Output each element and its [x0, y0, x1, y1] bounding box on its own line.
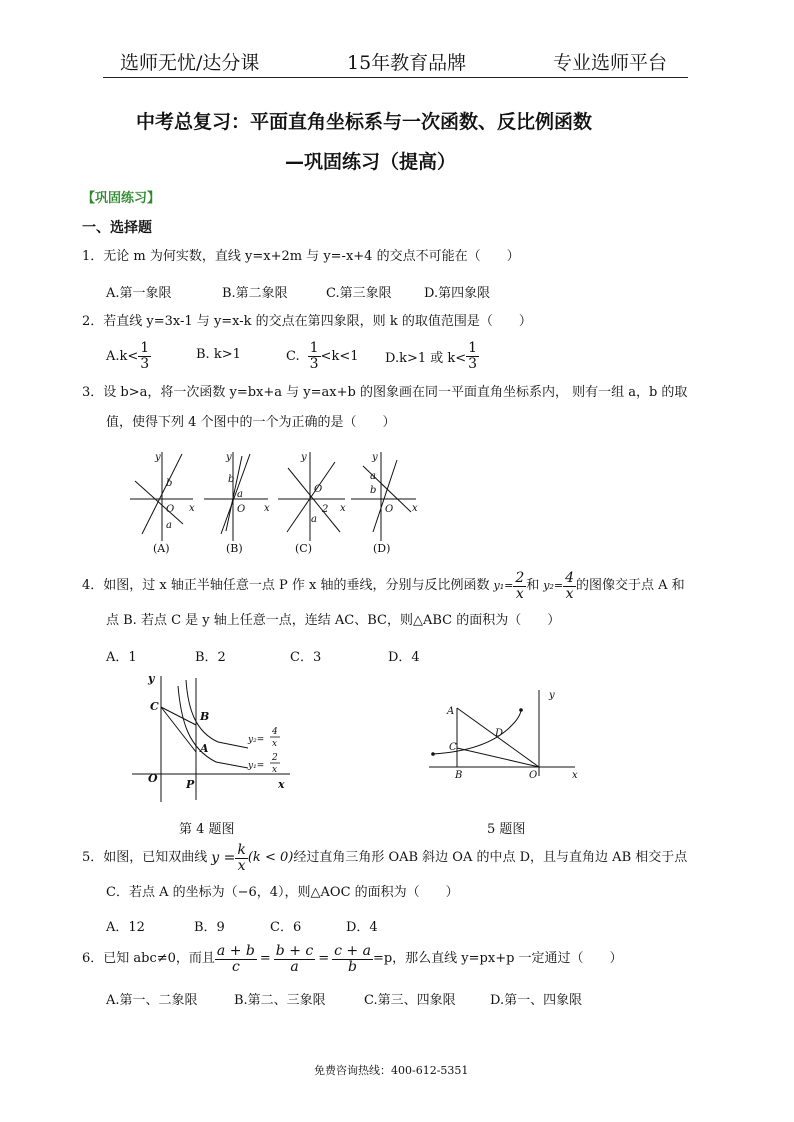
- q2-option-b: B. k>1: [196, 347, 241, 362]
- q4-fraction-2: [563, 571, 576, 602]
- q2-option-c-suffix: <k<1: [320, 348, 359, 364]
- header-right: 专业选师平台: [553, 52, 668, 74]
- axis-label-x: x: [264, 503, 270, 514]
- q2-option-d-prefix: D.k>1 或 k<: [385, 350, 467, 366]
- q6-option-a: A.第一、二象限: [106, 993, 198, 1008]
- q1-option-c: C.第三象限: [326, 286, 392, 301]
- fraction-denominator: a: [290, 958, 299, 975]
- q2-option-c-prefix: C.: [286, 348, 300, 364]
- q6-text-post: =p，那么直线 y=px+p 一定通过（ ）: [372, 951, 623, 966]
- q3-graphs: [125, 446, 425, 558]
- figure-5: [425, 684, 595, 784]
- label-origin: O: [314, 484, 323, 495]
- question-3-line2: 值，使得下列 4 个图中的一个为正确的是（ ）: [106, 415, 396, 430]
- fraction-numerator: a + b: [216, 942, 255, 959]
- label-two: 2: [322, 504, 329, 515]
- q4-option-a: A．1: [106, 650, 137, 665]
- label-a: a: [311, 514, 317, 525]
- q4-text-pre: 4．如图，过 x 轴正半轴任意一点 P 作 x 轴的垂线，分别与反比例函数: [82, 578, 490, 593]
- q5-option-a: A．12: [106, 920, 145, 935]
- equals-sign: =: [259, 951, 271, 966]
- label-y2-num: 4: [272, 727, 278, 737]
- q2-fraction-d: [466, 341, 479, 372]
- section-tag: 【巩固练习】: [82, 191, 161, 206]
- segment-ca: [161, 707, 196, 752]
- q6-option-b: B.第二、三象限: [234, 993, 326, 1008]
- header-left: 选师无忧/达分课: [120, 52, 260, 74]
- fraction-denominator: x: [237, 857, 246, 874]
- label-a: a: [166, 520, 172, 531]
- graph-line: [221, 454, 250, 534]
- q1-option-a: A.第一象限: [106, 286, 172, 301]
- graph-line: [135, 481, 183, 524]
- axis-label-y: y: [549, 690, 555, 701]
- q6-fraction-2: [274, 944, 315, 975]
- graph-label-c: (C): [295, 542, 312, 555]
- label-origin: O: [237, 504, 246, 515]
- curve-y2: [186, 680, 248, 748]
- q5-option-c: C．6: [270, 920, 302, 935]
- q2-fraction-c: [308, 341, 321, 372]
- fraction-numerator: b + c: [275, 942, 314, 959]
- q6-option-d: D.第一、四象限: [490, 993, 583, 1008]
- q4-y1: y₁=: [493, 579, 514, 592]
- axis-label-x: x: [340, 503, 346, 514]
- q2-fraction-a: [138, 341, 151, 372]
- label-origin: O: [385, 504, 394, 515]
- graph-label-a: (A): [153, 542, 170, 555]
- label-y2: y₂=: [248, 735, 265, 745]
- header-center: 15年教育品牌: [347, 52, 467, 74]
- axis-label-x: x: [572, 770, 578, 781]
- point-d: D: [495, 728, 504, 739]
- question-4-line2: 点 B. 若点 C 是 y 轴上任意一点，连结 AC、BC，则△ABC 的面积为（ ）: [106, 613, 561, 628]
- fraction-denominator: 3: [468, 355, 478, 372]
- q2-option-a-prefix: A.k<: [106, 348, 139, 364]
- axis-label-y: y: [155, 452, 161, 463]
- point-a: A: [447, 706, 455, 717]
- graph-line: [373, 460, 397, 532]
- fraction-denominator: 3: [140, 355, 150, 372]
- q2-option-c: [286, 338, 358, 374]
- q4-option-d: D．4: [388, 650, 420, 665]
- label-y1-num: 2: [272, 753, 278, 763]
- q2-option-a: [106, 338, 151, 374]
- point-a: A: [200, 742, 209, 755]
- label-b: b: [166, 478, 173, 489]
- point-c: C: [150, 700, 159, 713]
- q3-graph-a: [130, 452, 193, 541]
- q4-option-c: C．3: [290, 650, 322, 665]
- axis-label-y: y: [301, 452, 307, 463]
- fraction-numerator: k: [237, 841, 246, 858]
- q6-fraction-3: [332, 944, 373, 975]
- point-b: B: [455, 770, 463, 781]
- question-5-line1: [82, 839, 687, 877]
- fraction-denominator: x: [515, 585, 524, 602]
- graph-label-b: (B): [226, 542, 243, 555]
- fraction-denominator: b: [348, 958, 358, 975]
- header-divider: [103, 77, 688, 78]
- q5-text-post: 经过直角三角形 OAB 斜边 OA 的中点 D，且与直角边 AB 相交于点: [293, 850, 688, 865]
- equals-sign: =: [318, 951, 330, 966]
- figure-4-caption: 第 4 题图: [179, 822, 235, 837]
- label-b: b: [370, 485, 377, 496]
- fraction-numerator: c + a: [334, 942, 371, 959]
- point-c: C: [449, 742, 457, 753]
- curve-endpoint: [519, 708, 523, 712]
- fraction-denominator: c: [231, 958, 240, 975]
- question-1: 1．无论 m 为何实数，直线 y=x+2m 与 y=-x+4 的交点不可能在（ ）: [82, 249, 520, 264]
- section-heading: 一、选择题: [82, 220, 152, 236]
- figure-5-caption: 5 题图: [487, 822, 526, 837]
- q3-graph-b: [204, 452, 268, 541]
- axis-label-x: x: [412, 503, 418, 514]
- q6-fraction-1: [215, 944, 257, 975]
- axis-label-x: x: [278, 778, 285, 791]
- origin: O: [529, 770, 538, 781]
- page-subtitle: —巩固练习（提高）: [285, 151, 457, 173]
- axis-label-y: y: [226, 452, 232, 463]
- axis-label-y: y: [148, 672, 155, 685]
- q5-func-y: y =: [211, 850, 236, 866]
- origin: O: [148, 772, 158, 785]
- point-b: B: [200, 710, 210, 723]
- question-2: 2．若直线 y=3x-1 与 y=x-k 的交点在第四象限，则 k 的取值范围是（ ）: [82, 314, 532, 329]
- segment-oc: [457, 748, 539, 767]
- graph-label-d: (D): [373, 542, 391, 555]
- q4-text-mid: 和: [526, 578, 540, 593]
- q5-text-pre: 5．如图，已知双曲线: [82, 850, 208, 865]
- q2-option-d: [385, 338, 479, 374]
- question-4-line1: [82, 568, 685, 604]
- q5-option-d: D．4: [346, 920, 378, 935]
- label-y2-den: x: [272, 739, 278, 749]
- label-a: a: [237, 489, 243, 500]
- q5-fraction: [235, 843, 247, 874]
- fraction-denominator: 3: [309, 355, 319, 372]
- label-a: a: [370, 471, 376, 482]
- question-3-line1: 3．设 b>a，将一次函数 y=bx+a 与 y=ax+b 的图象画在同一平面直角坐标系内， 则有一组 a，b 的取: [82, 385, 688, 400]
- q5-condition: (k < 0): [247, 850, 294, 865]
- q3-graph-c: [278, 452, 345, 541]
- fraction-denominator: x: [565, 585, 574, 602]
- page-title: 中考总复习：平面直角坐标系与一次函数、反比例函数: [136, 111, 593, 133]
- axis-label-x: x: [189, 503, 195, 514]
- question-6-line1: [82, 940, 623, 978]
- fraction-numerator: 2: [515, 569, 525, 586]
- q6-option-c: C.第三、四象限: [364, 993, 456, 1008]
- footer-hotline: 免费咨询热线：400-612-5351: [314, 1064, 469, 1077]
- q4-option-b: B．2: [195, 650, 226, 665]
- q5-option-b: B．9: [194, 920, 225, 935]
- q4-fraction-1: [513, 571, 526, 602]
- label-y1-den: x: [272, 765, 278, 775]
- label-origin: O: [166, 504, 175, 515]
- q1-option-d: D.第四象限: [424, 286, 491, 301]
- q3-graph-d: [351, 452, 416, 541]
- q4-y2: y₂=: [543, 579, 564, 592]
- curve-endpoint: [431, 752, 435, 756]
- fraction-numerator: 1: [468, 339, 478, 356]
- label-b: b: [228, 474, 235, 485]
- fraction-numerator: 1: [309, 339, 319, 356]
- q1-option-b: B.第二象限: [222, 286, 288, 301]
- point-p: P: [186, 778, 195, 791]
- label-y1: y₁=: [248, 761, 265, 771]
- figure-4: [128, 670, 300, 806]
- q6-text-pre: 6．已知 abc≠0，而且: [82, 951, 215, 966]
- question-5-line2: C．若点 A 的坐标为（−6，4），则△AOC 的面积为（ ）: [106, 885, 459, 900]
- fraction-numerator: 4: [565, 569, 575, 586]
- axis-label-y: y: [372, 452, 378, 463]
- fraction-numerator: 1: [140, 339, 150, 356]
- q4-text-post: 的图像交于点 A 和: [576, 578, 685, 593]
